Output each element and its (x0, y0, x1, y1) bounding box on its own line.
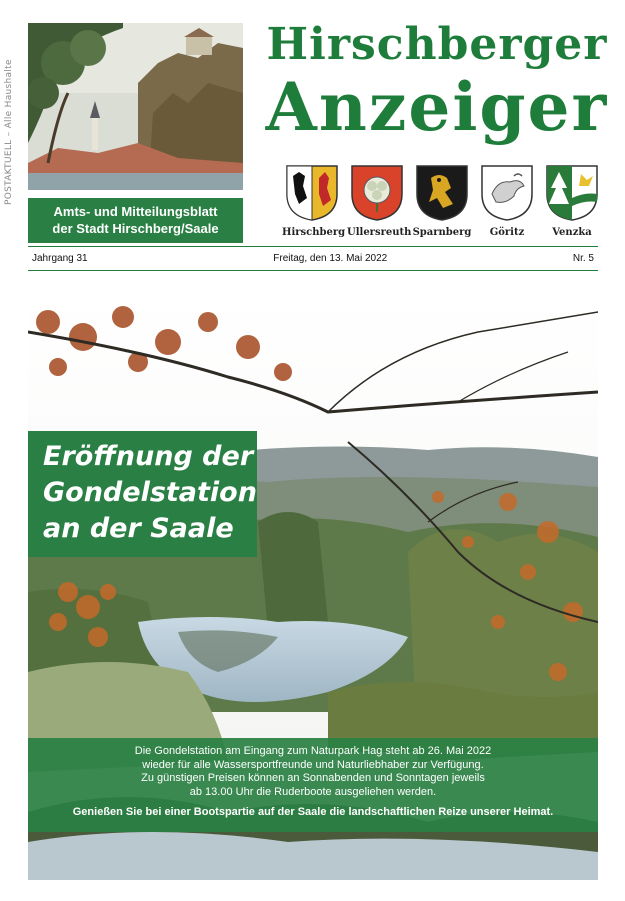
masthead-line-2: Anzeiger (265, 68, 609, 146)
headline-line-3: an der Saale (43, 513, 234, 544)
crest-venzka (542, 164, 602, 244)
crest-row (282, 164, 602, 244)
caption-closing: Genießen Sie bei einer Bootspartie auf der Saale die landschaftlichen Reize unserer Heimat. (72, 806, 554, 818)
issue-volume: Jahrgang 31 (32, 253, 88, 264)
crest-name: Venzka (552, 227, 592, 238)
issue-date: Freitag, den 13. Mai 2022 (273, 253, 388, 264)
crest-goeritz (477, 164, 537, 244)
caption-line-1: Die Gondelstation am Eingang zum Naturpark Hag steht ab 26. Mai 2022 (134, 745, 492, 757)
subtitle-line-1: Amts- und Mitteilungsblatt (53, 204, 218, 219)
masthead-line-1: Hirschberger (266, 19, 608, 70)
stag-crest-icon (285, 164, 339, 222)
tree-crest-icon (545, 164, 599, 222)
crest-name: Göritz (489, 227, 525, 238)
subtitle-line-2: der Stadt Hirschberg/Saale (52, 221, 219, 236)
crest-sparnberg (412, 164, 472, 244)
distribution-label: POSTAKTUELL – Alle Haushalte (4, 59, 14, 205)
crest-name: Hirschberg (282, 227, 346, 238)
masthead (262, 18, 612, 146)
issue-info-bar (28, 246, 598, 271)
bird-crest-icon (480, 164, 534, 222)
headline-box (28, 431, 257, 557)
headline-line-2: Gondelstation (43, 477, 257, 508)
headline-line-1: Eröffnung der (43, 441, 254, 472)
crest-name: Ullersreuth (347, 227, 412, 238)
caption-line-3: Zu günstigen Preisen können an Sonnabenden und Sonntagen jeweils (141, 772, 485, 784)
subtitle-box (28, 198, 243, 243)
caption-box (28, 738, 598, 832)
caption-line-4: ab 13.00 Uhr die Ruderboote ausgeliehen werden. (189, 785, 437, 798)
lion-crest-icon (415, 164, 469, 222)
caption-line-2: wieder für alle Wassersportfreunde und Naturliebhaber zur Verfügung. (142, 758, 484, 771)
crest-hirschberg (282, 164, 346, 244)
issue-number: Nr. 5 (572, 253, 594, 264)
flower-crest-icon (350, 164, 404, 222)
crest-ullersreuth (347, 164, 412, 244)
crest-name: Sparnberg (412, 227, 472, 238)
header-illustration (28, 23, 243, 190)
